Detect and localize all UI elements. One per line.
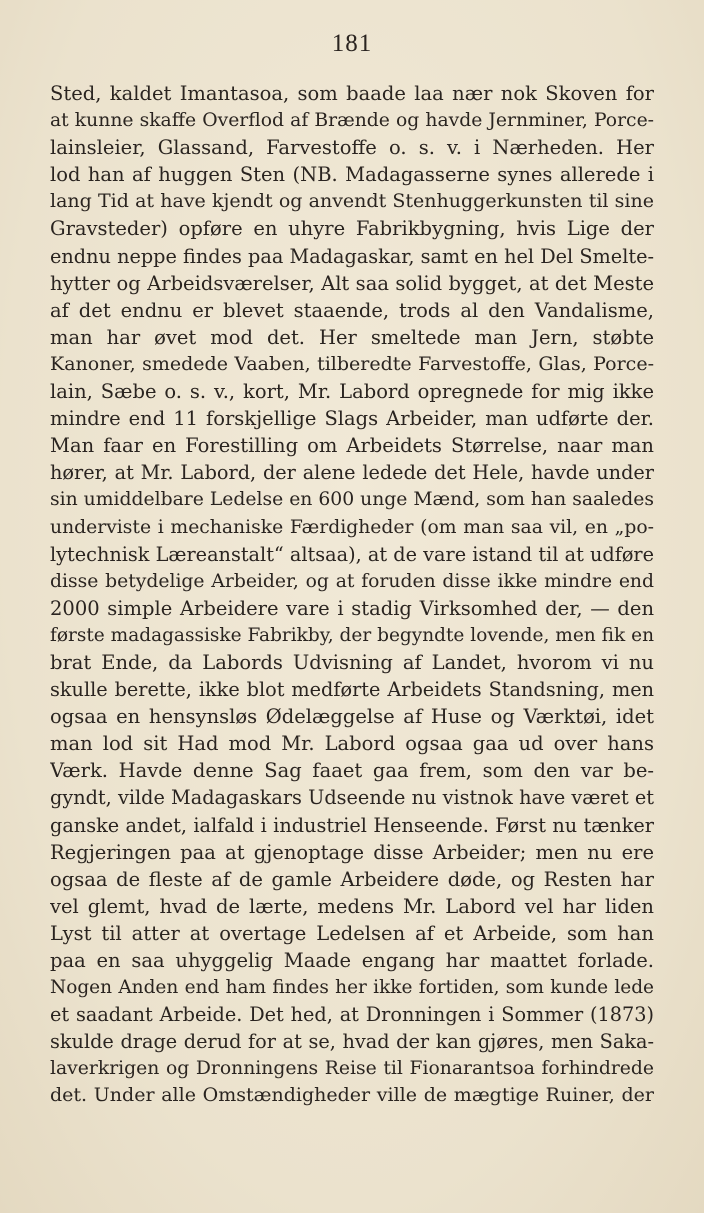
text-line: paa en saa uhyggelig Maade engang har maattet forlade.	[50, 949, 654, 972]
text-line: Lyst til atter at overtage Ledelsen af et Arbeide, som han	[50, 921, 654, 945]
text-line: hører, at Mr. Labord, der alene ledede det Hele, havde under	[50, 461, 654, 485]
text-line: gyndt, vilde Madagaskars Udseende nu vistnok have været et	[50, 786, 654, 810]
text-line: Kanoner, smedede Vaaben, tilberedte Farvestoffe, Glas, Porce-	[50, 352, 654, 375]
text-line: endnu neppe findes paa Madagaskar, samt en hel Del Smelte-	[50, 244, 654, 268]
text-line: Regjeringen paa at gjenoptage disse Arbeider; men nu ere	[50, 840, 654, 864]
text-line: det. Under alle Omstændigheder ville de mægtige Ruiner, der	[50, 1084, 654, 1107]
text-line: hytter og Arbeidsværelser, Alt saa solid bygget, at det Meste	[50, 271, 654, 295]
text-line: disse betydelige Arbeider, og at foruden disse ikke mindre end	[50, 570, 654, 592]
text-line: Værk. Havde denne Sag faaet gaa frem, som den var be-	[50, 759, 654, 783]
text-line: Sted, kaldet Imantasoa, som baade laa nær nok Skoven for	[50, 82, 654, 105]
text-line: Gravsteder) opføre en uhyre Fabrikbygning, hvis Lige der	[50, 217, 654, 241]
text-line: lytechnisk Læreanstalt“ altsaa), at de vare istand til at udføre	[50, 542, 654, 566]
text-line: man lod sit Had mod Mr. Labord ogsaa gaa ud over hans	[50, 732, 654, 756]
text-line: sin umiddelbare Ledelse en 600 unge Mænd, som han saaledes	[50, 489, 654, 511]
text-line: 2000 simple Arbeidere vare i stadig Virksomhed der, — den	[50, 596, 654, 620]
text-line: skulde drage derud for at se, hvad der kan gjøres, men Saka-	[50, 1030, 654, 1054]
text-line: brat Ende, da Labords Udvisning af Landet, hvorom vi nu	[50, 650, 654, 674]
text-line: lain, Sæbe o. s. v., kort, Mr. Labord opregnede for mig ikke	[50, 380, 654, 404]
text-line: mindre end 11 forskjellige Slags Arbeider, man udførte der.	[50, 407, 654, 431]
page-number: 181	[331, 30, 373, 57]
text-line: ganske andet, ialfald i industriel Henseende. Først nu tænker	[50, 813, 654, 837]
text-line: laverkrigen og Dronningens Reise til Fionarantsoa forhindrede	[50, 1058, 654, 1080]
text-line: første madagassiske Fabrikby, der begyndte lovende, men fik en	[50, 624, 654, 646]
text-line: ogsaa en hensynsløs Ødelæggelse af Huse og Værktøi, idet	[50, 705, 654, 729]
text-line: et saadant Arbeide. Det hed, at Dronningen i Sommer (1873)	[50, 1003, 654, 1027]
text-line: vel glemt, hvad de lærte, medens Mr. Labord vel har liden	[50, 894, 654, 918]
text-line: ogsaa de fleste af de gamle Arbeidere døde, og Resten har	[50, 867, 654, 891]
text-line: lainsleier, Glassand, Farvestoffe o. s. v. i Nærheden. Her	[50, 136, 654, 160]
text-line: underviste i mechaniske Færdigheder (om man saa vil, en „po-	[50, 516, 654, 538]
text-line: skulle berette, ikke blot medførte Arbeidets Standsning, men	[50, 678, 654, 702]
text-line: Man faar en Forestilling om Arbeidets Størrelse, naar man	[50, 434, 654, 458]
text-line: man har øvet mod det. Her smeltede man Jern, støbte	[50, 325, 654, 349]
body-text	[50, 80, 654, 1110]
text-line: Nogen Anden end ham findes her ikke fortiden, som kunde lede	[50, 977, 654, 999]
text-line: lod han af huggen Sten (NB. Madagasserne synes allerede i	[50, 163, 654, 187]
text-line: at kunne skaffe Overflod af Brænde og havde Jernminer, Porce-	[50, 110, 654, 132]
text-line: lang Tid at have kjendt og anvendt Stenhuggerkunsten til sine	[50, 190, 654, 213]
text-line: af det endnu er blevet staaende, trods al den Vandalisme,	[50, 298, 654, 322]
